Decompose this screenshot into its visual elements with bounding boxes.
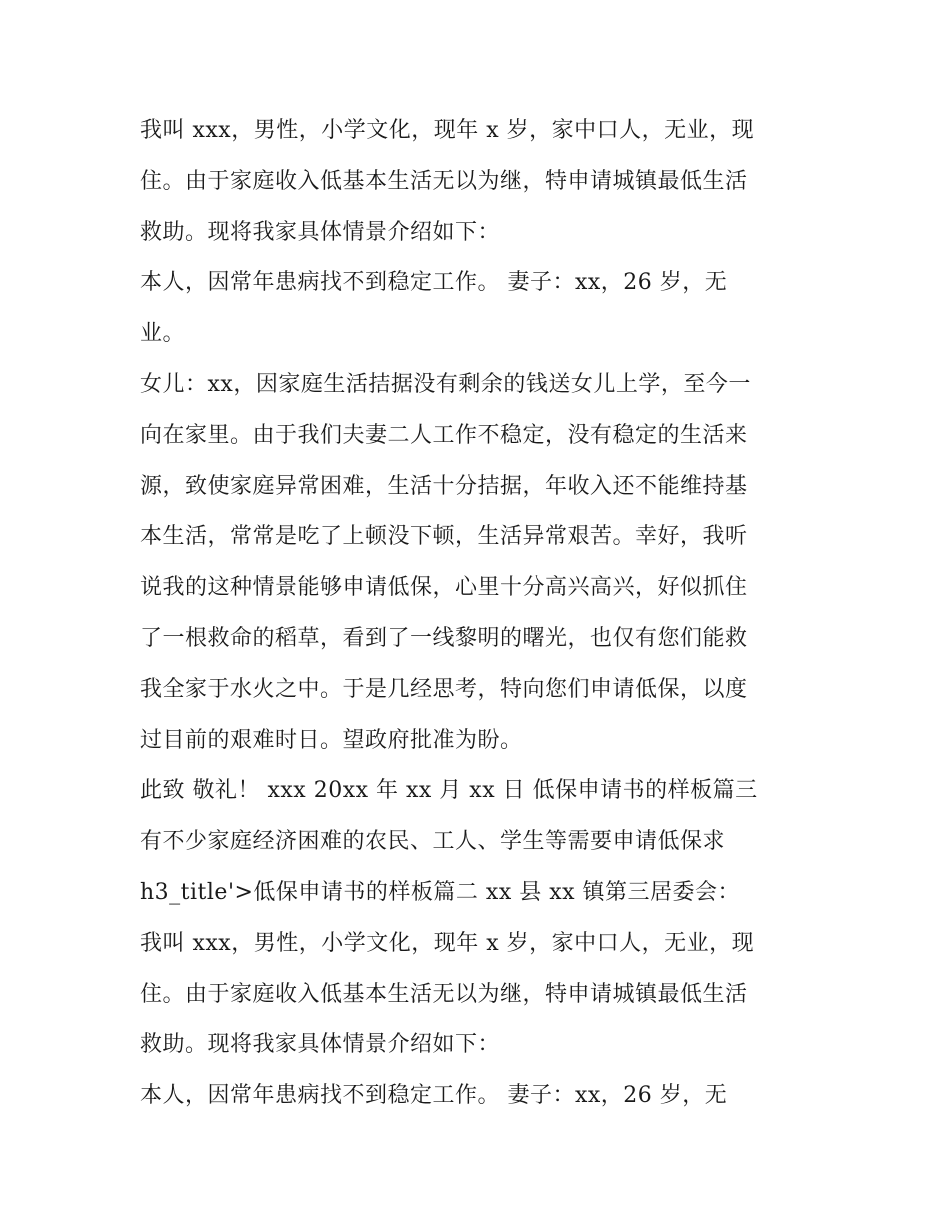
text-line: 我叫 xxx，男性，小学文化，现年 x 岁，家中口人，无业，现 (140, 118, 755, 143)
text-line: 了一根救命的稻草，看到了一线黎明的曙光，也仅有您们能救 (140, 625, 748, 651)
text-line: 有不少家庭经济困难的农民、工人、学生等需要申请低保求 (140, 829, 726, 855)
text-line: 本生活，常常是吃了上顿没下顿，生活异常艰苦。幸好，我听 (140, 524, 748, 550)
text-line: 业。 (140, 321, 186, 347)
text-line: 本人，因常年患病找不到稳定工作。 妻子：xx，26 岁，无 (140, 270, 728, 296)
text-line: 说我的这种情景能够申请低保，心里十分高兴高兴，好似抓住 (140, 575, 748, 601)
text-line: 救助。现将我家具体情景介绍如下： (140, 219, 501, 245)
text-line: 源，致使家庭异常困难，生活十分拮据，年收入还不能维持基 (140, 473, 748, 499)
text-line: 本人，因常年患病找不到稳定工作。 妻子：xx，26 岁，无 (140, 1083, 728, 1109)
text-line: 女儿：xx，因家庭生活拮据没有剩余的钱送女儿上学，至今一 (140, 371, 751, 397)
text-line: h3_title'>低保申请书的样板篇二 xx 县 xx 镇第三居委会： (140, 879, 741, 905)
document-body (140, 106, 820, 1122)
text-line: 住。由于家庭收入低基本生活无以为继，特申请城镇最低生活 (140, 981, 748, 1007)
text-line: 向在家里。由于我们夫妻二人工作不稳定，没有稳定的生活来 (140, 422, 748, 448)
text-line: 过目前的艰难时日。望政府批准为盼。 (140, 727, 523, 753)
text-line: 我叫 xxx，男性，小学文化，现年 x 岁，家中口人，无业，现 (140, 930, 755, 956)
text-line: 住。由于家庭收入低基本生活无以为继，特申请城镇最低生活 (140, 168, 748, 194)
text-line: 我全家于水火之中。于是几经思考，特向您们申请低保，以度 (140, 676, 748, 702)
text-line: 此致 敬礼！ xxx 20xx 年 xx 月 xx 日 低保申请书的样板篇三 (140, 778, 758, 804)
text-line: 救助。现将我家具体情景介绍如下： (140, 1032, 501, 1058)
